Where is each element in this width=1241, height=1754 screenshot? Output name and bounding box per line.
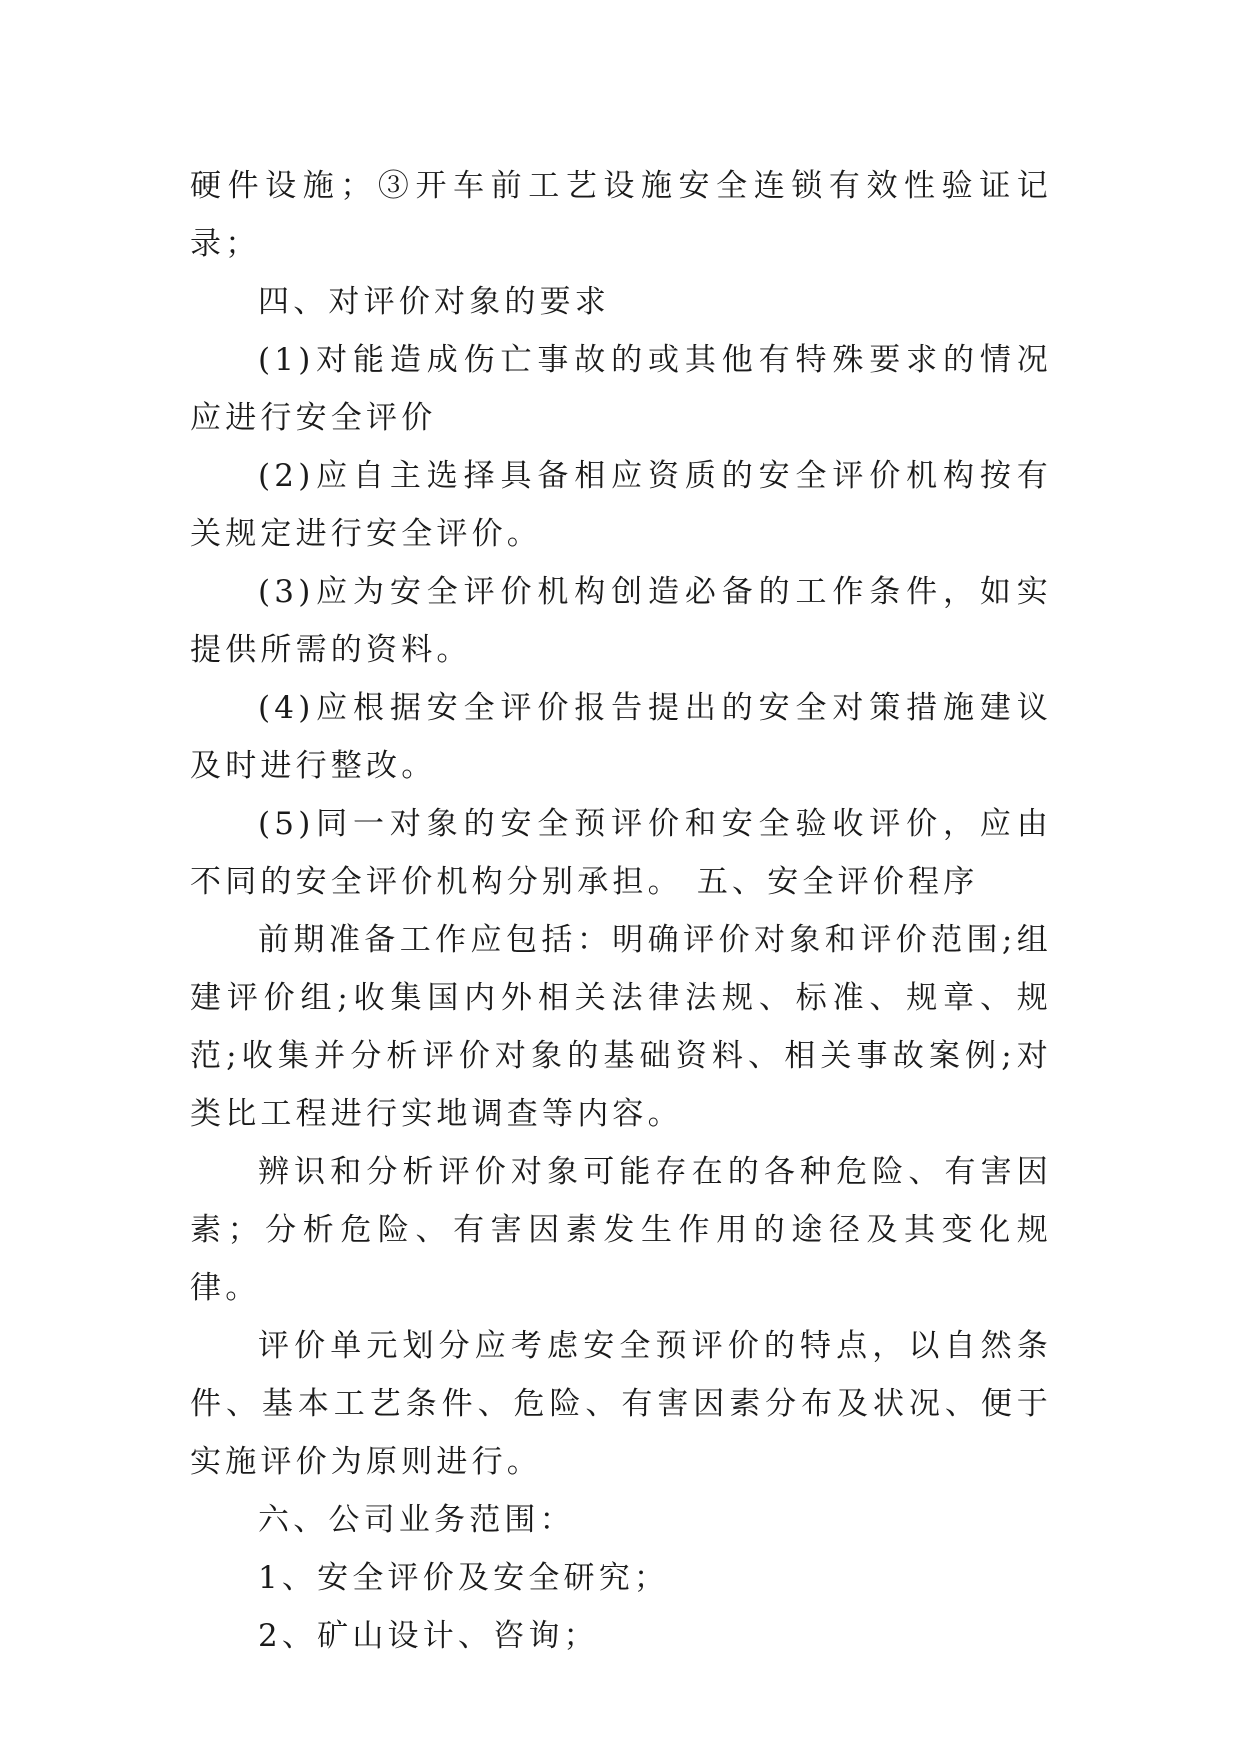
business-item-1: 1、安全评价及安全研究； <box>258 1560 670 1596</box>
requirement-item-5: (5)同一对象的安全预评价和安全验收评价，应由不同的安全评价机构分别承担。 五、安全评价程序 <box>190 806 1052 900</box>
business-item-2: 2、矿山设计、咨询； <box>258 1618 599 1654</box>
requirement-item-2: (2)应自主选择具备相应资质的安全评价机构按有关规定进行安全评价。 <box>190 458 1052 552</box>
requirement-item-1: (1)对能造成伤亡事故的或其他有特殊要求的情况应进行安全评价 <box>190 342 1052 436</box>
paragraph-unit-division: 评价单元划分应考虑安全预评价的特点，以自然条件、基本工艺条件、危险、有害因素分布及状况、便于实施评价为原则进行。 <box>190 1328 1052 1480</box>
paragraph-hazard-identification: 辨识和分析评价对象可能存在的各种危险、有害因素；分析危险、有害因素发生作用的途径及其变化规律。 <box>190 1154 1052 1306</box>
document-body <box>190 157 1052 1665</box>
section-heading-4: 四、对评价对象的要求 <box>258 284 610 320</box>
requirement-item-3: (3)应为安全评价机构创造必备的工作条件，如实提供所需的资料。 <box>190 574 1052 668</box>
requirement-item-4: (4)应根据安全评价报告提出的安全对策措施建议及时进行整改。 <box>190 690 1052 784</box>
paragraph-continuation: 硬件设施；③开车前工艺设施安全连锁有效性验证记录； <box>190 168 1052 262</box>
paragraph-preparation: 前期准备工作应包括：明确评价对象和评价范围;组建评价组;收集国内外相关法律法规、标准、规章、规范;收集并分析评价对象的基础资料、相关事故案例;对类比工程进行实地调查等内容。 <box>190 922 1052 1132</box>
section-heading-6: 六、公司业务范围： <box>258 1502 575 1538</box>
